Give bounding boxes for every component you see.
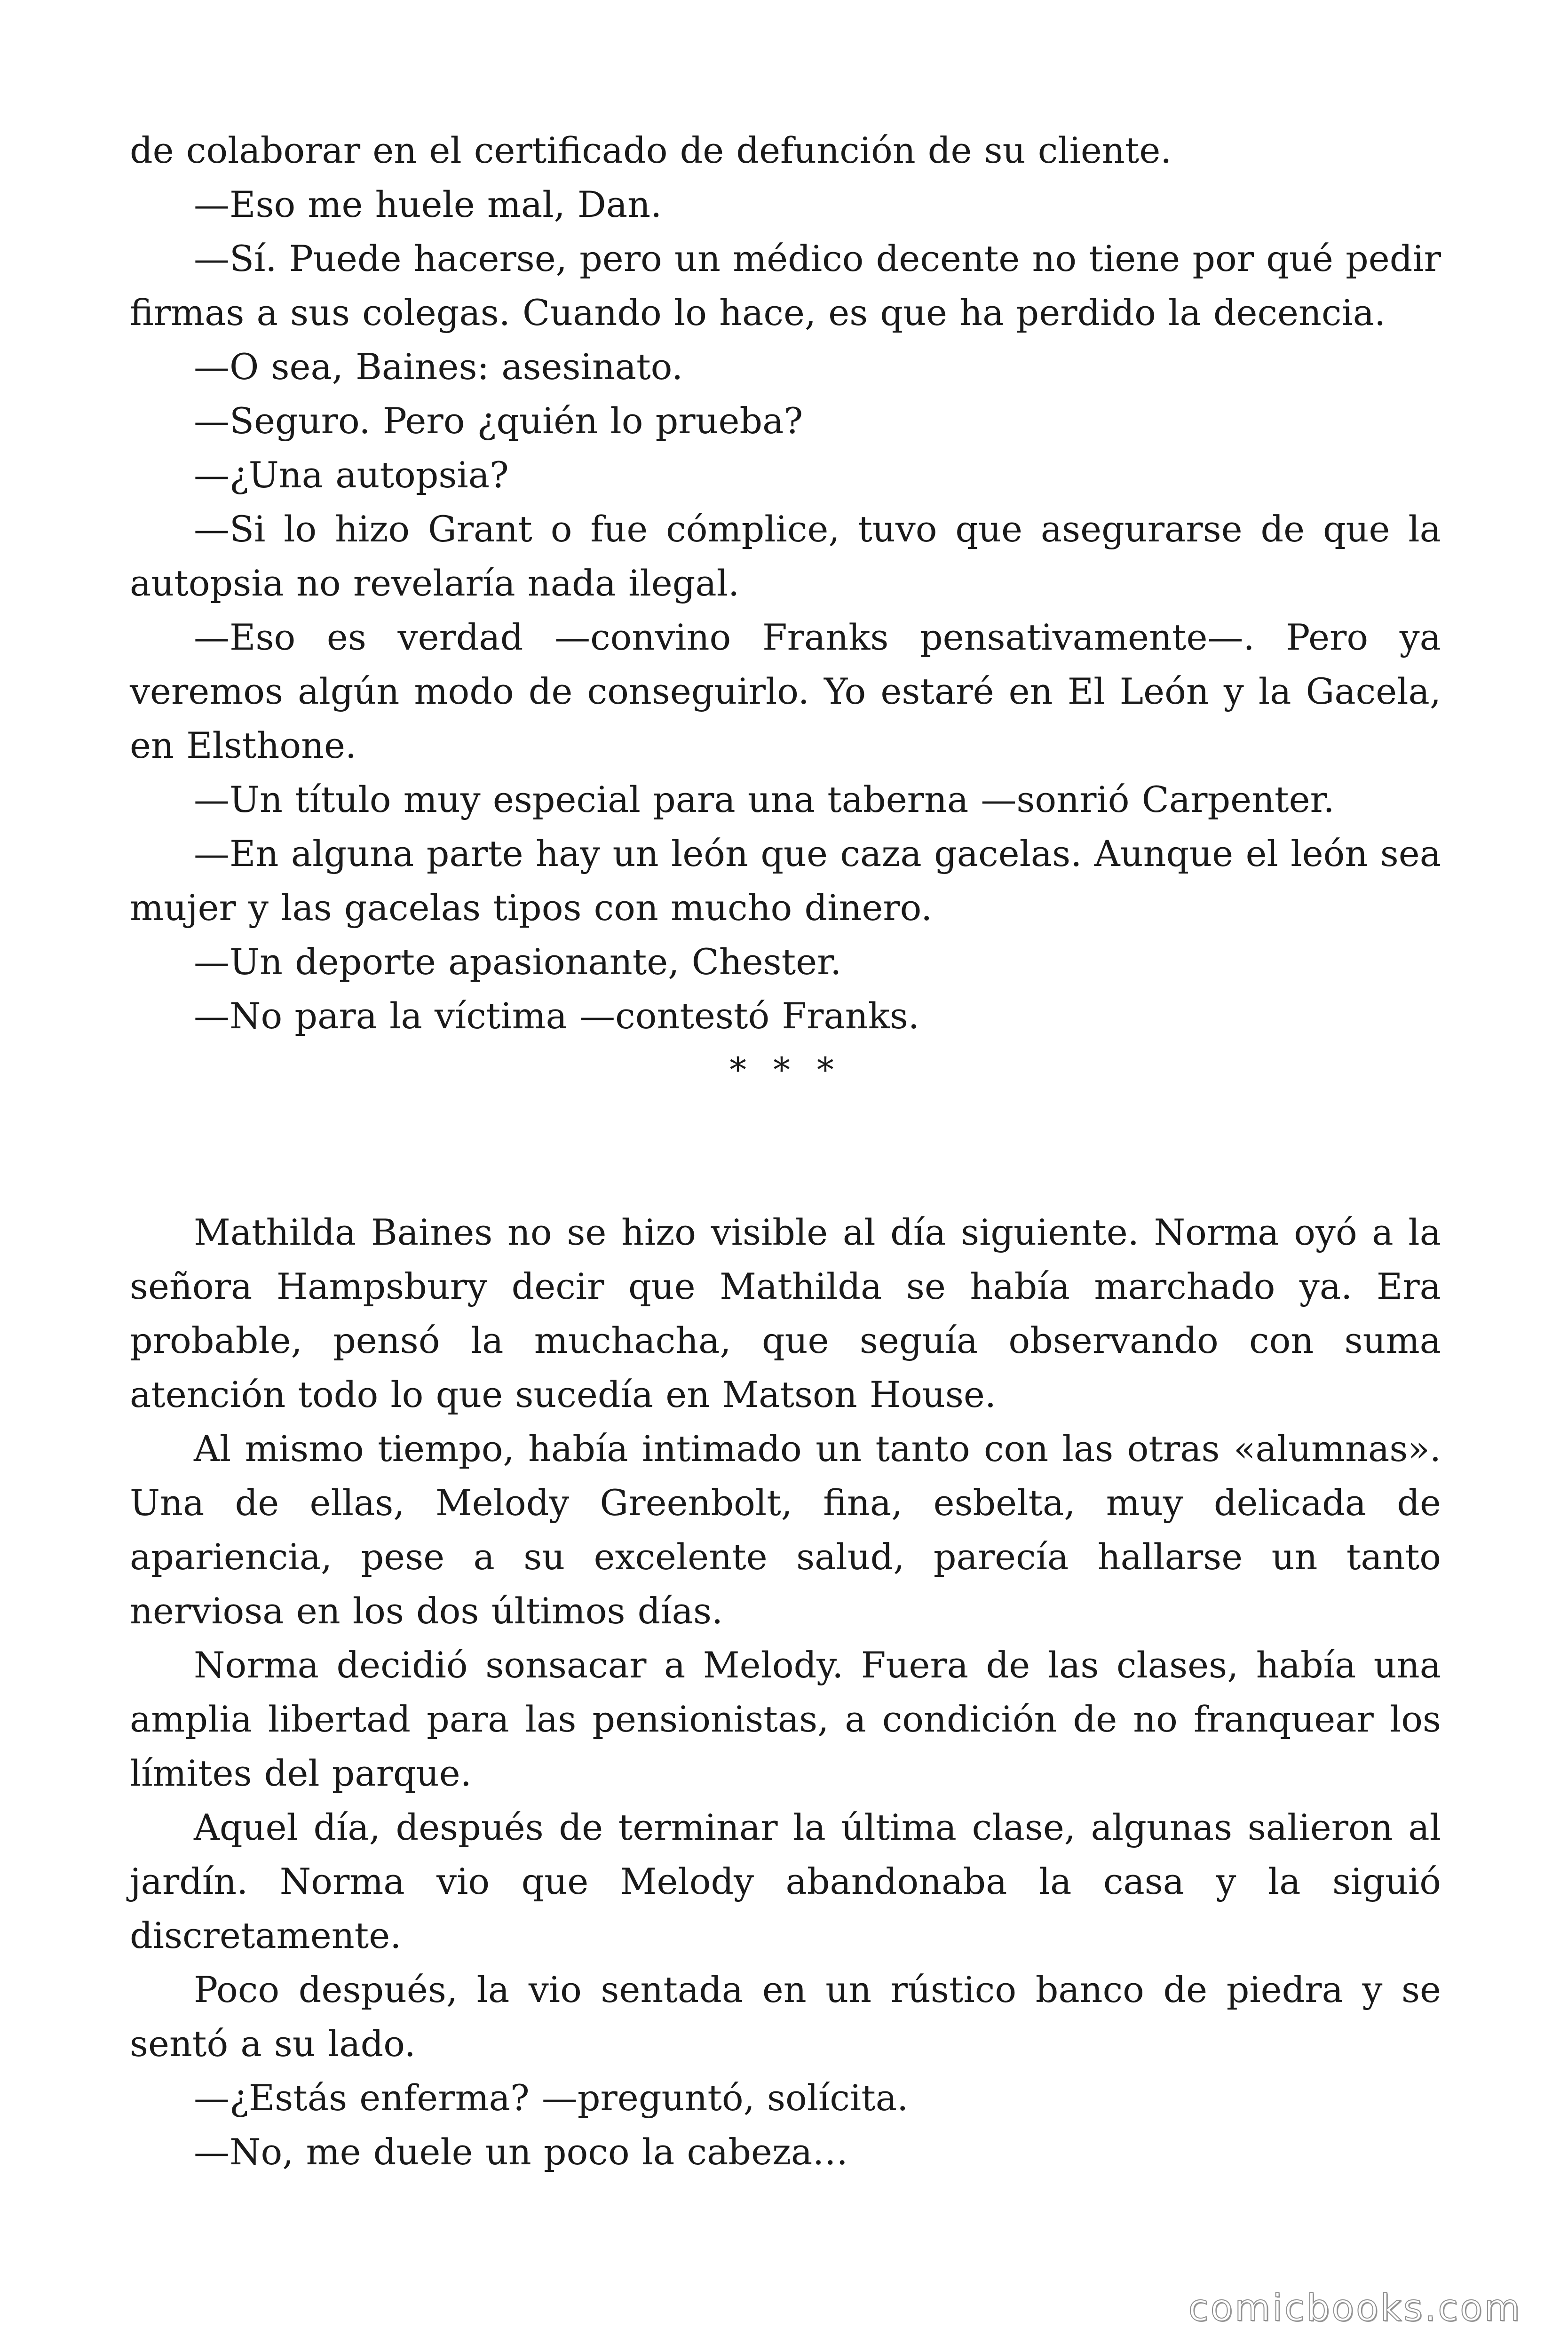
paragraph: —Sí. Puede hacerse, pero un médico decente no tiene por qué pedir firmas a sus colegas. Cuando lo hace, es que ha perdido la decencia. xyxy=(130,238,1441,334)
paragraph: Norma decidió sonsacar a Melody. Fuera de las clases, había una amplia libertad para las pensionistas, a condición de no franquear los límites del parque. xyxy=(130,1644,1441,1794)
paragraph: —Seguro. Pero ¿quién lo prueba? xyxy=(194,400,803,442)
paragraph: —Eso me huele mal, Dan. xyxy=(194,183,662,225)
watermark: comicbooks.com xyxy=(1188,2287,1522,2329)
paragraph: Mathilda Baines no se hizo visible al día siguiente. Norma oyó a la señora Hampsbury decir que Mathilda se había marchado ya. Era probable, pensó la muchacha, que seguía observando con suma atención todo lo que sucedía en Matson House. xyxy=(130,1211,1441,1415)
section-separator xyxy=(130,1043,1441,1205)
paragraph: —Si lo hizo Grant o fue cómplice, tuvo que asegurarse de que la autopsia no revelaría nada ilegal. xyxy=(130,508,1441,604)
paragraph: —¿Estás enferma? —preguntó, solícita. xyxy=(194,2077,909,2119)
separator-asterisks: * * * xyxy=(729,1050,841,1089)
paragraph: —Un deporte apasionante, Chester. xyxy=(194,941,842,983)
paragraph: Poco después, la vio sentada en un rústico banco de piedra y se sentó a su lado. xyxy=(130,1969,1441,2065)
paragraph: de colaborar en el certificado de defunción de su cliente. xyxy=(130,129,1172,171)
page-body xyxy=(130,123,1441,2179)
paragraph: Aquel día, después de terminar la última clase, algunas salieron al jardín. Norma vio que Melody abandonaba la casa y la siguió discretamente. xyxy=(130,1806,1441,1956)
paragraph: —En alguna parte hay un león que caza gacelas. Aunque el león sea mujer y las gacelas tipos con mucho dinero. xyxy=(130,833,1441,929)
paragraph: —No para la víctima —contestó Franks. xyxy=(194,995,919,1037)
paragraph: —O sea, Baines: asesinato. xyxy=(194,346,683,388)
paragraph: —Eso es verdad —convino Franks pensativamente—. Pero ya veremos algún modo de conseguirlo. Yo estaré en El León y la Gacela, en Elsthone. xyxy=(130,616,1441,766)
paragraph: —Un título muy especial para una taberna —sonrió Carpenter. xyxy=(194,779,1335,820)
paragraph: —No, me duele un poco la cabeza… xyxy=(194,2131,848,2173)
paragraph: —¿Una autopsia? xyxy=(194,454,509,496)
paragraph: Al mismo tiempo, había intimado un tanto con las otras «alumnas». Una de ellas, Melody Greenbolt, fina, esbelta, muy delicada de apariencia, pese a su excelente salud, parecía hallarse un tanto nerviosa en los dos últimos días. xyxy=(130,1428,1441,1632)
